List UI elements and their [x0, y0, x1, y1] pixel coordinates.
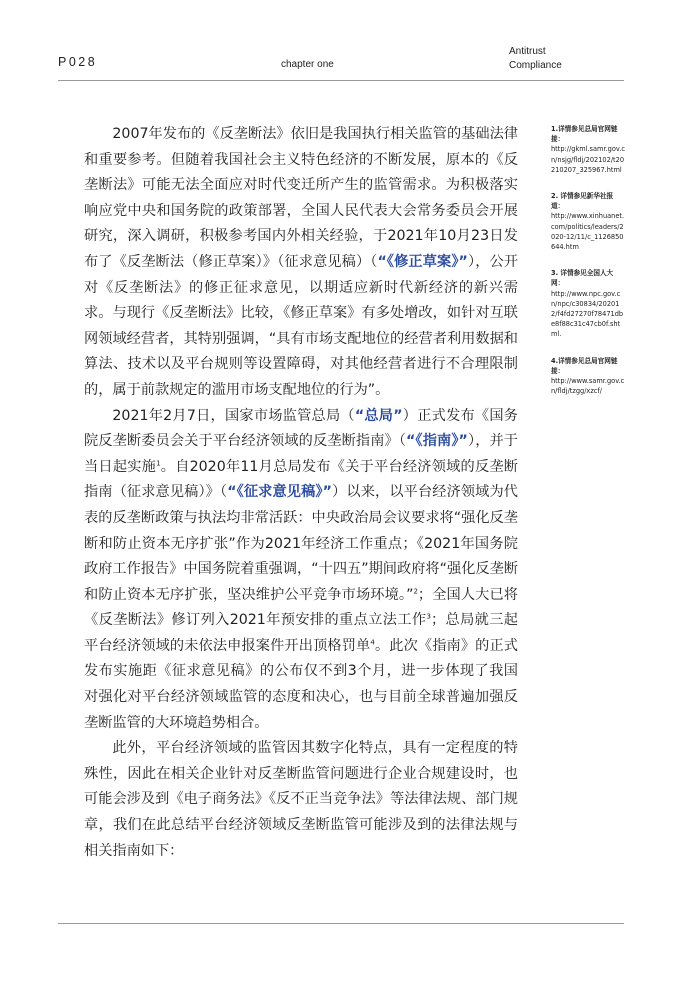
- section-label: [509, 45, 629, 73]
- p2-text-e: ）以来，以平台经济领域为代表的反垄断政策与执法均非常活跃：中央政治局会议要求将“强化反垄断和防止资本无序扩张”作为2021年经济工作重点；《2021年国务院政府工作报告》中国务院着重强调，“十四五”期间政府将“强化反垄断和防止资本无序扩张，坚决维护公平竞争市场环境。”: [84, 484, 518, 603]
- footnote-3-link[interactable]: http://www.npc.gov.cn/npc/c30834/202012/f4fd27270f78471dbe8f88c31c47cb0f.shtml.: [551, 289, 624, 339]
- footnotes-sidebar: [551, 124, 625, 412]
- main-text: [84, 122, 518, 864]
- p2-text-g: ；总局就三起平台经济领域的未依法申报案件开出顶格罚单: [84, 612, 518, 654]
- footnote-2: [551, 191, 625, 252]
- footnote-3: [551, 268, 625, 339]
- p1-text-a: 2007年发布的《反垄断法》依旧是我国执行相关监管的基础法律和重要参考。但随着我国社会主义特色经济的不断发展，原本的《反垄断法》可能无法全面应对时代变迁所产生的监管需求。为积极落实响应党中央和国务院的政策部署，全国人民代表大会常务委员会开展研究，深入调研，积极参考国内外相关经验，于2021年10月23日发布了《反垄断法（修正草案）》（征求意见稿）（: [84, 126, 518, 270]
- p1-text-b: ），公开对《反垄断法》的修正征求意见，以期适应新时代新经济的新兴需求。与现行《反垄断法》比较，《修正草案》有多处增改，如针对互联网领域经营者，其特别强调，“具有市场支配地位的经营者利用数据和算法、技术以及平台规则等设置障碍，对其他经营者进行不合理限制的，属于前款规定的滥用市场支配地位的行为”。: [84, 253, 519, 398]
- paragraph-1: [84, 122, 518, 404]
- page-number: P028: [58, 55, 98, 69]
- p2-text-b: ）正式发布《国务院反垄断委员会关于平台经济领域的反垄断指南》（: [84, 407, 518, 450]
- footnote-1-link[interactable]: http://gkml.samr.gov.cn/nsjg/fldj/202102/t20210207_325967.html: [551, 145, 625, 174]
- page-header: [0, 0, 680, 82]
- footnote-4-title: 4.详情参见总局官网链接：: [551, 356, 618, 375]
- footnote-4-link[interactable]: http://www.samr.gov.cn/fldj/tzgg/xzcf/: [551, 377, 625, 396]
- footnote-2-link[interactable]: http://www.xinhuanet.com/politics/leaders/2020-12/11/c_1126850644.htm: [551, 212, 625, 252]
- footnote-ref-2[interactable]: 2: [413, 586, 418, 595]
- footer-divider: [58, 923, 624, 924]
- footnote-ref-4[interactable]: 4: [370, 638, 375, 647]
- p2-highlight-guide: “《指南》”: [406, 433, 468, 450]
- p2-text-a: 2021年2月7日，国家市场监管总局（: [112, 407, 355, 424]
- p2-text-h: 。此次《指南》的正式发布实施距《征求意见稿》的公布仅不到3个月，进一步体现了我国对强化对平台经济领域监管的态度和决心，也与目前全球普遍加强反垄断监管的大环境趋势相合。: [84, 637, 518, 731]
- footnote-ref-1[interactable]: 1: [156, 458, 161, 467]
- p2-text-d: 。自2020年11月总局发布《关于平台经济领域的反垄断指南（征求意见稿）》（: [84, 458, 518, 501]
- paragraph-3: 此外，平台经济领域的监管因其数字化特点，具有一定程度的特殊性，因此在相关企业针对反垄断监管问题进行企业合规建设时，也可能会涉及到《电子商务法》《反不正当竞争法》等法律法规、部门规章，我们在此总结平台经济领域反垄断监管可能涉及到的法律法规与相关指南如下：: [84, 740, 518, 859]
- p2-highlight-consultation: “《征求意见稿》”: [227, 484, 332, 501]
- footnote-4: [551, 356, 625, 397]
- p2-text-c: ），并于当日起实施: [84, 433, 518, 475]
- p2-text-f: ；全国人大已将《反垄断法》修订列入2021年预安排的重点立法工作: [84, 586, 518, 629]
- chapter-label: chapter one: [281, 59, 334, 70]
- section-label-line1: Antitrust: [509, 46, 546, 57]
- footnote-ref-3[interactable]: 3: [426, 612, 431, 621]
- p2-highlight-bureau: “总局”: [354, 407, 403, 424]
- footnote-2-title: 2. 详情参见新华社报道：: [551, 192, 614, 211]
- paragraph-2: [84, 404, 518, 737]
- p1-highlight-draft: “《修正草案》”: [377, 253, 468, 270]
- section-label-line2: Compliance: [509, 60, 562, 71]
- footnote-1: [551, 124, 625, 175]
- footnote-1-title: 1.详情参见总局官网链接：: [551, 125, 618, 144]
- footnote-3-title: 3. 详情参见全国人大网：: [551, 269, 614, 288]
- header-divider: [58, 80, 624, 81]
